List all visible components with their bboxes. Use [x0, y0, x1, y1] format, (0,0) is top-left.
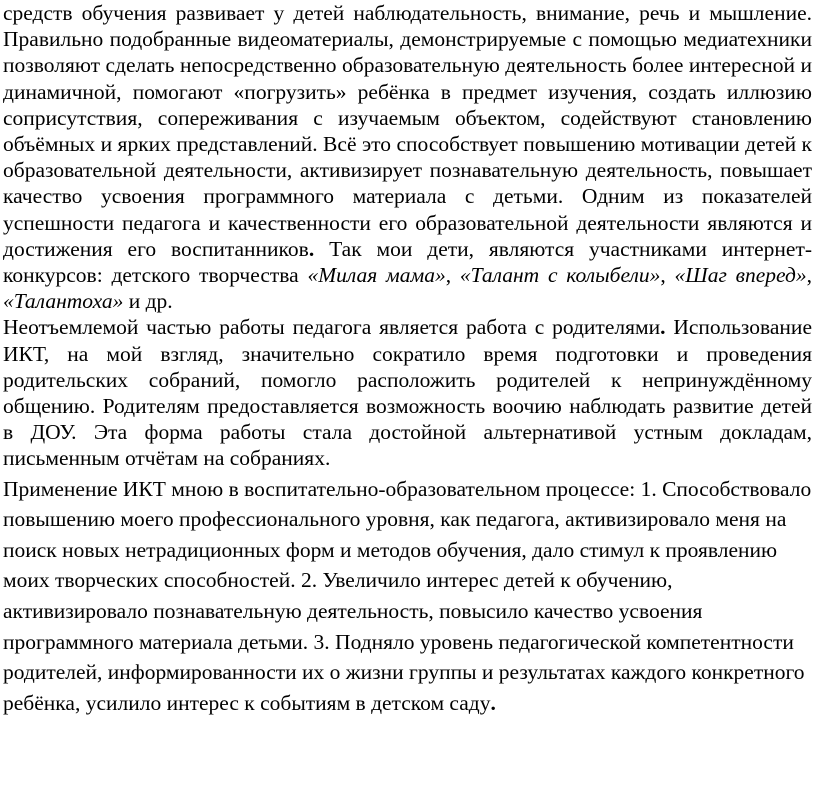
contest-separator: ,	[806, 263, 813, 288]
paragraph-3-text: Применение ИКТ мною в воспитательно-образовательном процессе: 1. Способствовало повышению моего профессионального уровня, как педагога, активизировало меня на поиск новых нетрадиционных форм и методов обучения, дало стимул к проявлению моих творческих способностей. 2. Увеличило интерес детей к обучению, активизировало познавательную деятельность, повысило качество усвоения программного материала детьми. 3. Подняло уровень педагогической компетентности родителей, информированности их о жизни группы и результатах каждого конкретного ребёнка, усилило интерес к событиям в детском саду	[3, 476, 812, 715]
paragraph-ict-benefits	[3, 0, 812, 314]
paragraph-2-text: Неотъемлемой частью работы педагога является работа с родителями	[3, 315, 661, 340]
paragraph-3-bold-period: .	[490, 690, 496, 715]
paragraph-2-bold-period: .	[660, 315, 666, 340]
contest-separator: ,	[445, 263, 460, 288]
contest-talantokha: «Талантоха»	[3, 289, 124, 314]
contest-shag-vpered: «Шаг вперед»	[674, 263, 807, 288]
paragraph-1-contests-intro: Так мои дети, являются участниками интернет-конкурсов: детского творчества	[3, 236, 813, 288]
paragraph-1-ending: и др.	[123, 289, 173, 314]
paragraph-1-bold-period: .	[308, 236, 315, 261]
paragraph-2-body: Использование ИКТ, на мой взгляд, значительно сократило время подготовки и проведения родительских собраний, помогло расположить родителей к непринуждённому общению. Родителям предоставляется возможность воочию наблюдать развитие детей в ДОУ. Эта форма работы стала достойной альтернативой устным докладам, письменным отчётам на собраниях.	[3, 315, 812, 471]
paragraph-ict-results	[3, 474, 812, 719]
contest-milaya-mama: «Милая мама»	[307, 263, 446, 288]
paragraph-work-with-parents	[3, 314, 812, 471]
paragraph-1-text: средств обучения развивает у детей наблюдательность, внимание, речь и мышление. Правильно подобранные видеоматериалы, демонстрируемые с помощью медиатехники позволяют сделать непосредственно образовательную деятельность более интересной и динамичной, помогают «погрузить» ребёнка в предмет изучения, создать иллюзию соприсутствия, сопереживания с изучаемым объектом, содействуют становлению объёмных и ярких представлений. Всё это способствует повышению мотивации детей к образовательной деятельности, активизирует познавательную деятельность, повышает качество усвоения программного материала с детьми. Одним из показателей успешности педагога и качественности его образовательной деятельности являются и достижения его воспитанников	[3, 1, 812, 261]
contest-separator: ,	[660, 263, 675, 288]
contest-talant-s-kolybeli: «Талант с колыбели»	[459, 263, 661, 288]
